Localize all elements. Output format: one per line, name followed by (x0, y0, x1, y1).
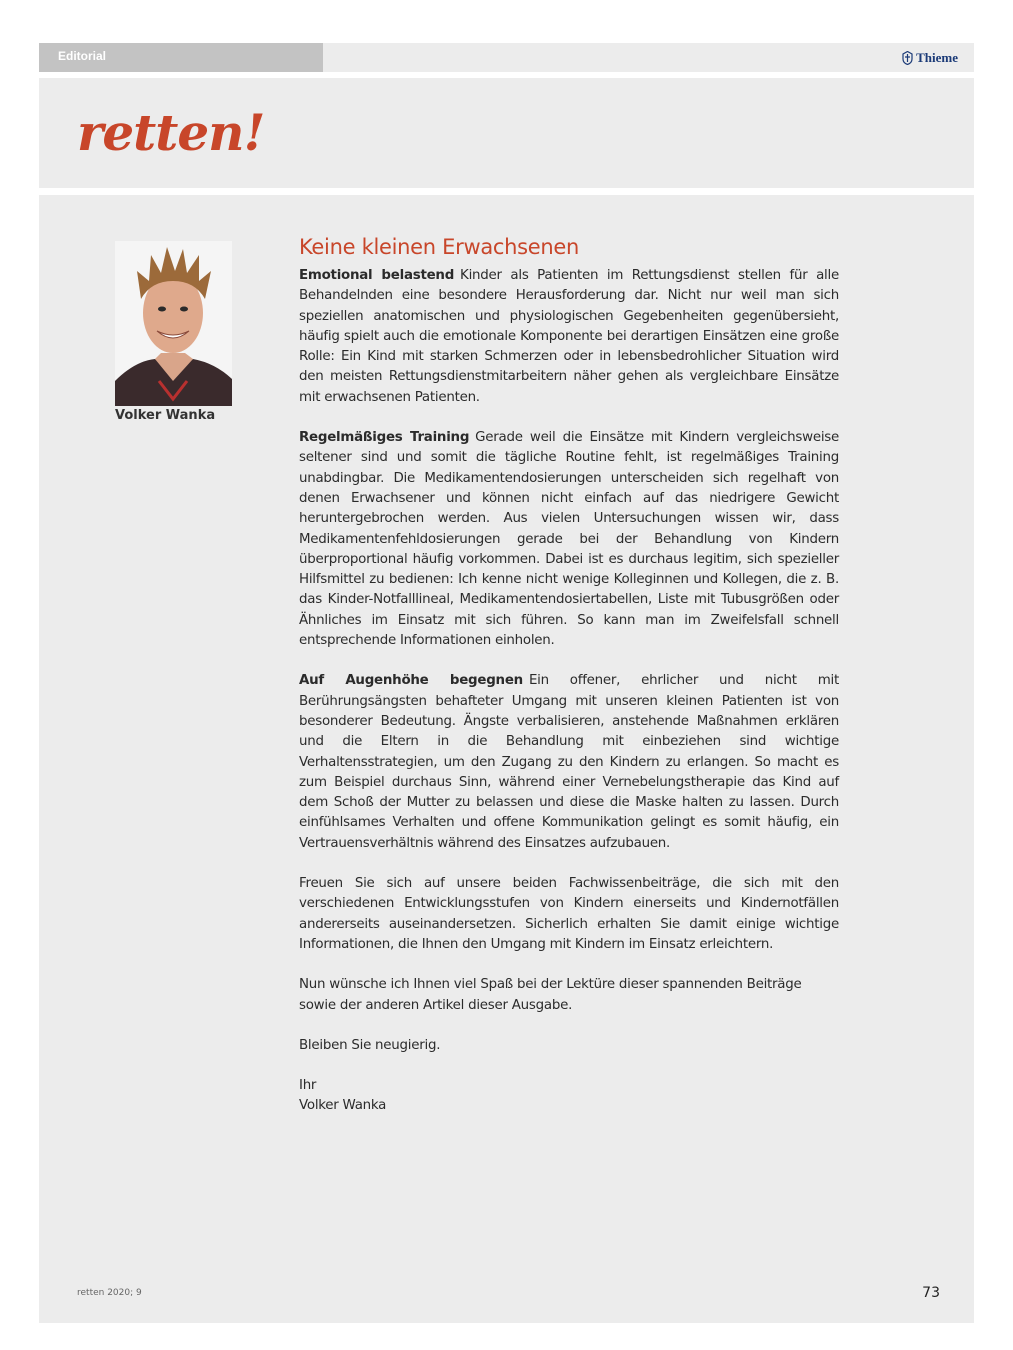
author-photo (115, 241, 232, 406)
paragraph-training (299, 428, 839, 651)
thieme-emblem-icon (902, 51, 913, 65)
paragraph-lead: Emotional belastend (299, 268, 455, 283)
paragraph-fachwissen: Freuen Sie sich auf unsere beiden Fachwissenbeiträge, die sich mit den verschiedenen Entwicklungsstufen von Kindern einerseits und Kindernotfällen andererseits auseinandersetzen. Sicherlich erhalten Sie damit einige wichtige Informationen, die Ihnen den Umgang mit Kindern im Einsatz erleichtern. (299, 876, 839, 952)
paragraph-lektuere: Nun wünsche ich Ihnen viel Spaß bei der Lektüre dieser spannenden Beiträge sowie der anderen Artikel dieser Ausgabe. (299, 977, 802, 1013)
publisher-name: Thieme (916, 50, 958, 65)
paragraph-emotional (299, 266, 839, 408)
publisher-logo (902, 50, 958, 66)
paragraph-augenhoehe (299, 671, 839, 854)
paragraph-text: Ein offener, ehrlicher und nicht mit Berührungsängsten behafteter Umgang mit unseren kleinen Patienten ist von besonderer Bedeutung. Ängste verbalisieren, anstehende Maßnahmen erklären und die Eltern in die Behandlung mit einbeziehen sind wichtige Verhaltensstrategien, um den Zugang zu den Kindern zu erlangen. So macht es zum Beispiel durchaus Sinn, während einer Vernebelungstherapie das Kind auf dem Schoß der Mutter zu belassen und diese die Maske halten zu lassen. Durch einfühlsames Verhalten und offene Kommunikation gelingt es somit häufig, ein Vertrauensverhältnis während des Einsatzes aufzubauen. (299, 673, 839, 851)
paragraph-lead: Auf Augenhöhe begegnen (299, 673, 523, 689)
paragraph-text: Gerade weil die Einsätze mit Kindern vergleichsweise seltener sind und somit die tägliche Routine fehlt, ist regelmäßiges Training unabdingbar. Die Medikamentendosierungen unterscheiden sich regelhaft von denen Erwachsener und können nicht einfach auf das niedrigere Gewicht heruntergebrochen werden. Aus vielen Untersuchungen wissen wir, dass Medikamentenfehldosierungen gerade bei der Behandlung von Kindern überproportional häufig vorkommen. Dabei ist es durchaus legitim, sich spezieller Hilfsmittel zu bedienen: Ich kenne nicht wenige Kolleginnen und Kollegen, die z. B. das Kinder-Notfalllineal, Medikamentendosiertabellen, Liste mit Tubusgrößen oder Ähnliches im Einsatz mit sich führen. So kann man im Zweifelsfall schnell entsprechende Informationen einholen. (299, 430, 840, 649)
closing-word: Ihr (299, 1078, 317, 1094)
author-caption: Volker Wanka (115, 408, 216, 423)
paragraph-text: Kinder als Patienten im Rettungsdienst stellen für alle Behandelnden eine besondere Herausforderung dar. Nicht nur weil man sich speziellen anatomischen und physiologischen Gegebenheiten gegenübersieht, häufig spielt auch die emotionale Komponente bei derartigen Einsätzen eine große Rolle: Ein Kind mit starken Schmerzen oder in lebensbedrohlicher Situation wird den meisten Rettungsdienstmitarbeitern näher gehen als vergleichbare Einsätze mit erwachsenen Patienten. (299, 268, 839, 405)
magazine-title: retten! (77, 103, 265, 162)
paragraph-neugierig: Bleiben Sie neugierig. (299, 1037, 441, 1053)
article (299, 235, 839, 1137)
paragraph-lead: Regelmäßiges Training (299, 430, 470, 446)
page-number: 73 (922, 1285, 940, 1301)
masthead (39, 78, 974, 188)
section-label: Editorial (39, 43, 323, 72)
top-bar (39, 43, 974, 72)
article-headline: Keine kleinen Erwachsenen (299, 235, 580, 259)
author-portrait-icon (115, 241, 232, 406)
signature (299, 1076, 839, 1117)
signature-name: Volker Wanka (299, 1098, 387, 1114)
editorial-content (39, 195, 974, 1323)
citation: retten 2020; 9 (77, 1288, 142, 1298)
